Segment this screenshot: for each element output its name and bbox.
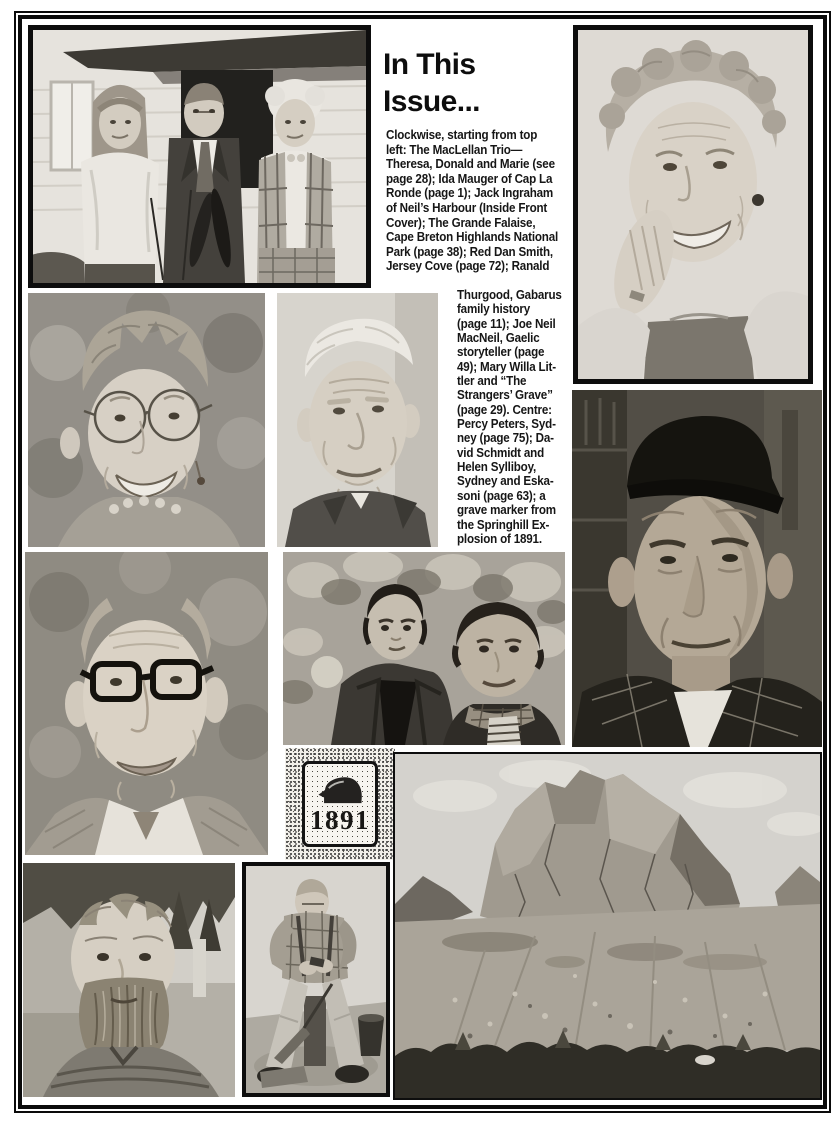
percy-peters-illustration [25, 552, 268, 855]
jack-ingraham-illustration [246, 866, 386, 1093]
joe-neil-macneil-illustration [277, 293, 438, 547]
photo-mary-willa-littler [28, 293, 265, 547]
photo-jack-ingraham [242, 862, 390, 1097]
caption-text-line: Thurgood, Gabarus [457, 288, 562, 302]
ranald-thurgood-illustration [23, 863, 235, 1097]
maclellan-trio-illustration [33, 30, 366, 283]
caption-text-line: soni (page 63); a [457, 488, 546, 503]
caption-text-line: vid Schmidt and [457, 445, 544, 460]
grave-marker-1891 [285, 748, 395, 860]
caption-text-line: tler and “The [457, 374, 527, 389]
page-title-line1: In This [383, 48, 476, 81]
caption-text-line: Jersey Cove (page 72); Ranald [386, 259, 550, 274]
grave-marker-inner-box [302, 761, 378, 847]
caption-text-line: Theresa, Donald and Marie (see [386, 157, 555, 172]
caption-text-line: (page 29). Centre: [457, 402, 552, 417]
caption-text-line: Clockwise, starting from top [386, 128, 538, 142]
caption-text-line: ney (page 75); Da- [457, 431, 554, 446]
caption-text-line: Ronde (page 1); Jack Ingraham [386, 186, 554, 201]
caption-text-line: Park (page 38); Red Dan Smith, [386, 244, 553, 259]
grande-falaise-illustration [395, 754, 820, 1098]
caption-text-line: grave marker from [457, 503, 556, 518]
photo-grande-falaise [393, 752, 822, 1100]
caption-text-line: (page 11); Joe Neil [457, 316, 556, 331]
caption-text-line: Helen Sylliboy, [457, 460, 537, 475]
photo-joe-neil-macneil [277, 293, 438, 547]
caption-text-line: family history [457, 302, 530, 317]
caption-text-line: Cover); The Grande Falaise, [386, 215, 536, 230]
caption-text-line: left: The MacLellan Trio— [386, 142, 523, 157]
photo-maclellan-trio [28, 25, 371, 288]
caption-text-line: plosion of 1891. [457, 531, 542, 546]
grave-marker-year: 1891 [310, 804, 370, 835]
caption-text-line: storyteller (page [457, 345, 545, 360]
caption-text-line: of Neil’s Harbour (Inside Front [386, 200, 548, 215]
photo-schmidt-and-sylliboy [283, 552, 565, 745]
caption-text-line: Sydney and Eska- [457, 474, 554, 489]
caption-text-line: Percy Peters, Syd- [457, 417, 556, 432]
caption-text-line: Cape Breton Highlands National [386, 230, 559, 245]
caption-text-narrow-column [457, 288, 570, 546]
photo-ranald-thurgood [23, 863, 235, 1097]
caption-text-line: the Springhill Ex- [457, 517, 550, 532]
photo-ida-mauger [573, 25, 813, 384]
caption-text-line: 49); Mary Willa Lit- [457, 359, 556, 374]
photo-percy-peters [25, 552, 268, 855]
caption-text-line: page 28); Ida Mauger of Cap La [386, 171, 553, 186]
page-title [383, 46, 480, 120]
page-title-line2: Issue... [383, 85, 480, 118]
caption-text-wide-column [386, 128, 571, 274]
round-glasses-woman-illustration [28, 293, 265, 547]
ida-mauger-illustration [578, 30, 808, 379]
miner-helmet-icon [315, 775, 365, 805]
schmidt-sylliboy-illustration [283, 552, 565, 745]
red-dan-smith-illustration [572, 390, 822, 747]
photo-red-dan-smith [572, 390, 822, 747]
caption-text-line: MacNeil, Gaelic [457, 331, 540, 346]
caption-text-line: Strangers’ Grave” [457, 388, 553, 403]
